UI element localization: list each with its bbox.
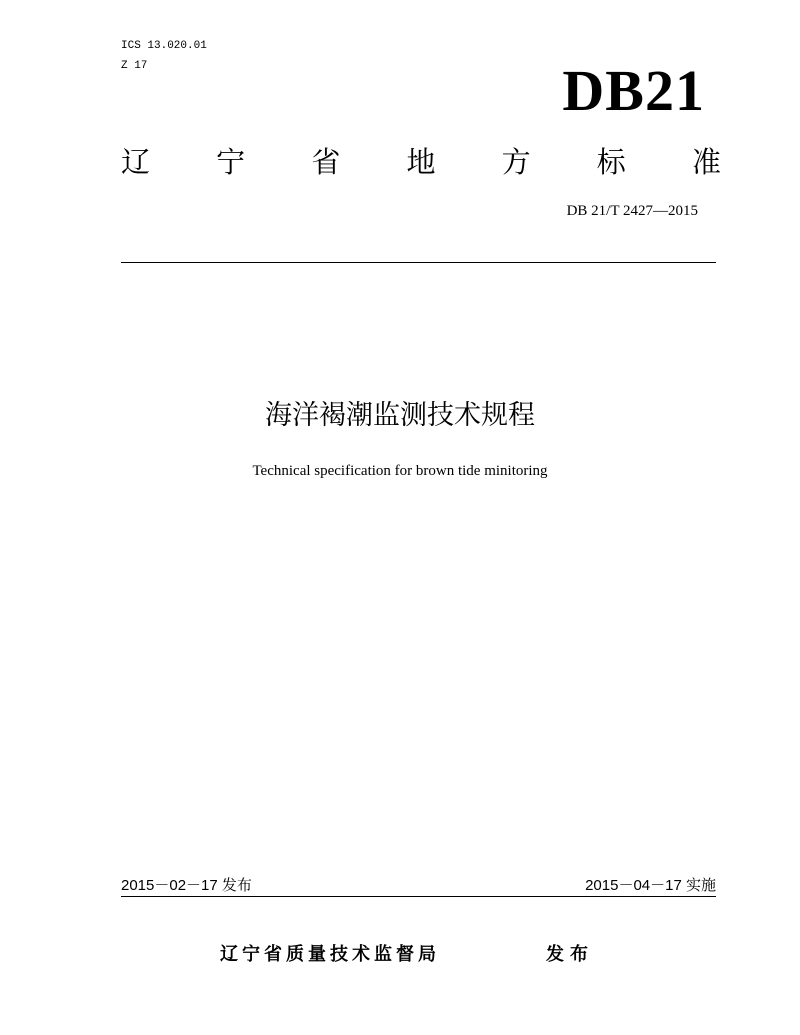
header-divider [121,262,716,263]
publish-date: 2015－02－17 发布 [121,877,252,894]
standard-logo: DB21 [562,58,705,123]
implement-date: 2015－04－17 实施 [585,877,716,894]
standard-type-heading [121,142,721,182]
standard-type-char: 标 [596,145,626,179]
standard-type-char: 方 [501,145,531,179]
standard-number: DB 21/T 2427—2015 [566,203,698,219]
standard-type-char: 省 [311,145,341,179]
standard-type-char: 准 [691,145,721,179]
ccs-code: Z 17 [121,60,148,72]
document-title-english: Technical specification for brown tide minitoring [252,463,548,479]
standard-type-char: 宁 [216,145,246,179]
issue-label: 发布 [546,944,594,965]
footer-divider [121,896,716,897]
ics-code: ICS 13.020.01 [121,40,207,52]
document-title-chinese: 海洋褐潮监测技术规程 [265,400,535,431]
issuing-authority: 辽宁省质量技术监督局 [220,944,440,965]
standard-type-char: 地 [406,145,436,179]
standard-type-char: 辽 [121,145,151,179]
